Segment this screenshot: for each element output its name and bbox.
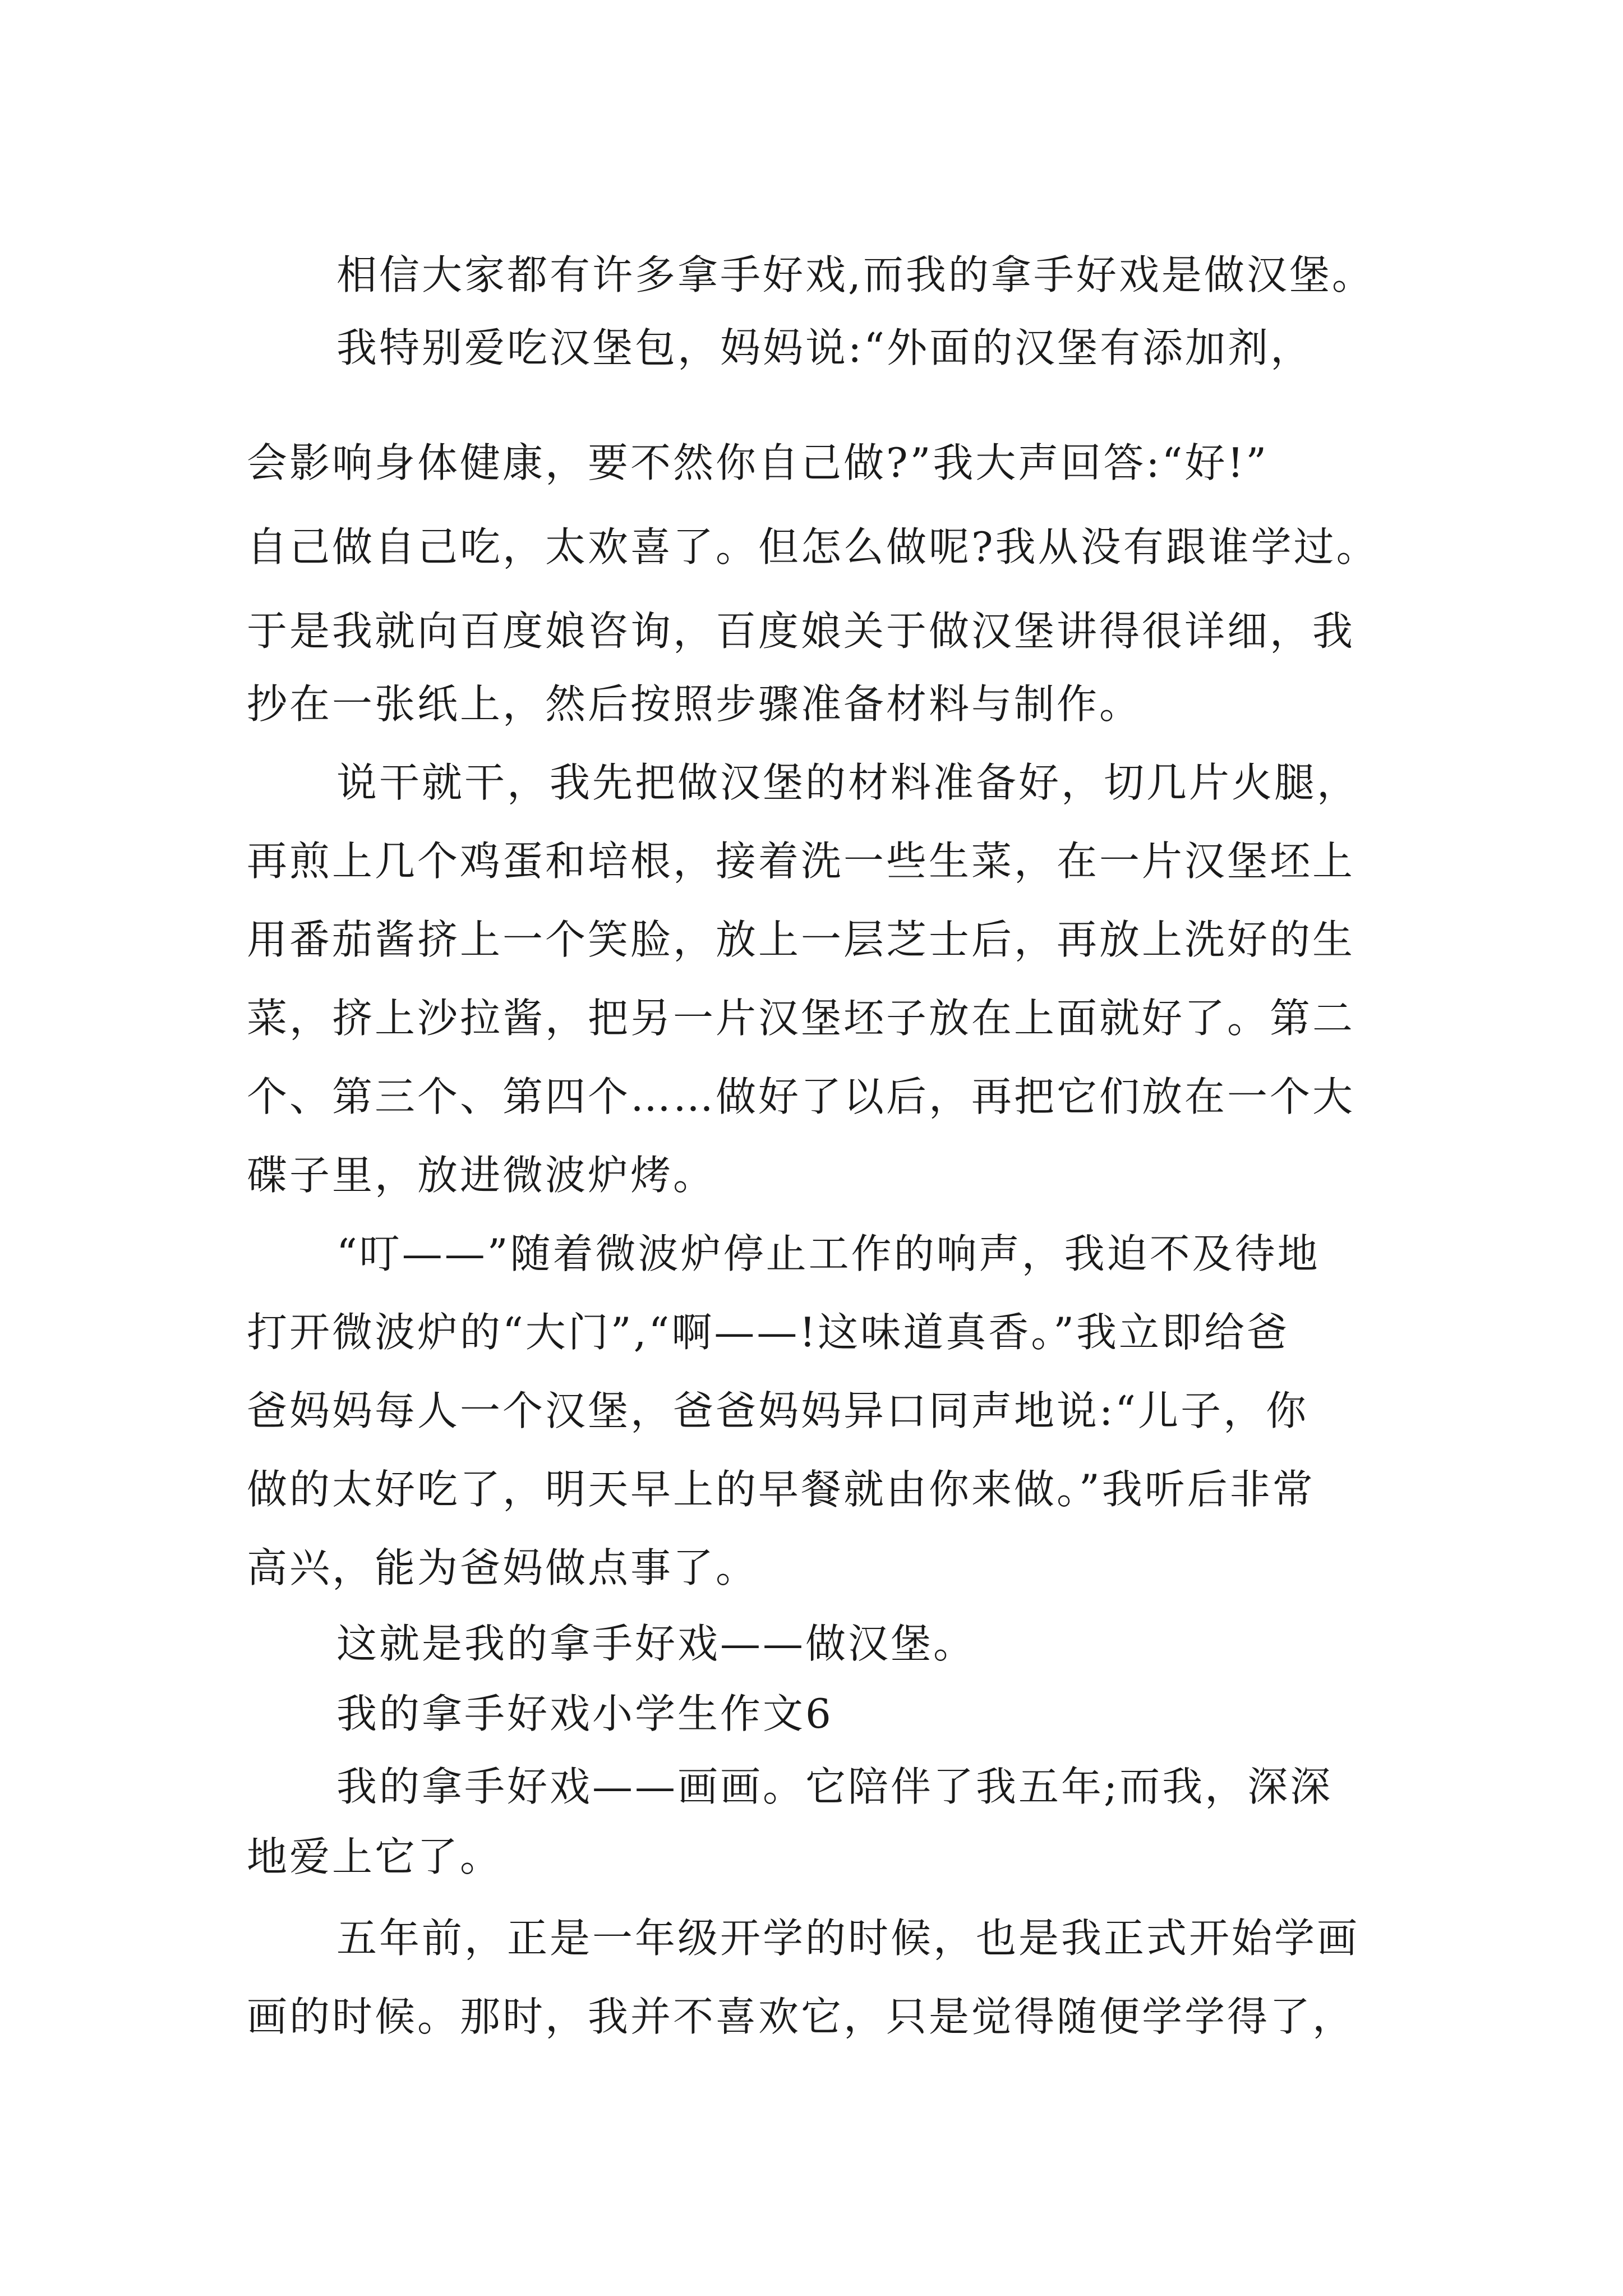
section-heading: 我的拿手好戏小学生作文6 bbox=[336, 1690, 833, 1737]
text-line: 于是我就向百度娘咨询，百度娘关于做汉堡讲得很详细，我 bbox=[247, 608, 1355, 655]
text-line: 打开微波炉的“大门”,“啊——!这味道真香。”我立即给爸 bbox=[247, 1309, 1290, 1356]
text-line: 我的拿手好戏——画画。它陪伴了我五年;而我，深深 bbox=[336, 1763, 1333, 1810]
text-line: 再煎上几个鸡蛋和培根，接着洗一些生菜，在一片汉堡坯上 bbox=[247, 838, 1355, 885]
text-line: 菜，挤上沙拉酱，把另一片汉堡坯子放在上面就好了。第二 bbox=[247, 995, 1355, 1042]
text-line: 高兴，能为爸妈做点事了。 bbox=[247, 1544, 759, 1591]
text-line: 这就是我的拿手好戏——做汉堡。 bbox=[336, 1620, 976, 1667]
text-line: 会影响身体健康，要不然你自己做?”我大声回答:“好!” bbox=[247, 439, 1269, 486]
text-line: 爸妈妈每人一个汉堡，爸爸妈妈异口同声地说:“儿子，你 bbox=[247, 1387, 1309, 1434]
text-line: 相信大家都有许多拿手好戏,而我的拿手好戏是做汉堡。 bbox=[336, 251, 1375, 298]
text-line: 说干就干，我先把做汉堡的材料准备好，切几片火腿， bbox=[336, 759, 1360, 806]
text-line: 抄在一张纸上，然后按照步骤准备材料与制作。 bbox=[247, 680, 1142, 728]
text-line: 我特别爱吃汉堡包，妈妈说:“外面的汉堡有添加剂， bbox=[336, 324, 1313, 371]
text-line: 碟子里，放进微波炉烤。 bbox=[247, 1152, 716, 1199]
text-line: 自己做自己吃，太欢喜了。但怎么做呢?我从没有跟谁学过。 bbox=[247, 523, 1379, 570]
text-line: 五年前，正是一年级开学的时候，也是我正式开始学画 bbox=[336, 1915, 1360, 1962]
text-line: 地爱上它了。 bbox=[247, 1833, 503, 1880]
text-line: 做的太好吃了，明天早上的早餐就由你来做。”我听后非常 bbox=[247, 1466, 1315, 1513]
text-line: 画的时候。那时，我并不喜欢它，只是觉得随便学学得了， bbox=[247, 1993, 1355, 2040]
text-line: “叮——”随着微波炉停止工作的响声，我迫不及待地 bbox=[336, 1230, 1320, 1277]
text-line: 用番茄酱挤上一个笑脸，放上一层芝士后，再放上洗好的生 bbox=[247, 916, 1355, 963]
text-line: 个、第三个、第四个……做好了以后，再把它们放在一个大 bbox=[247, 1073, 1355, 1120]
